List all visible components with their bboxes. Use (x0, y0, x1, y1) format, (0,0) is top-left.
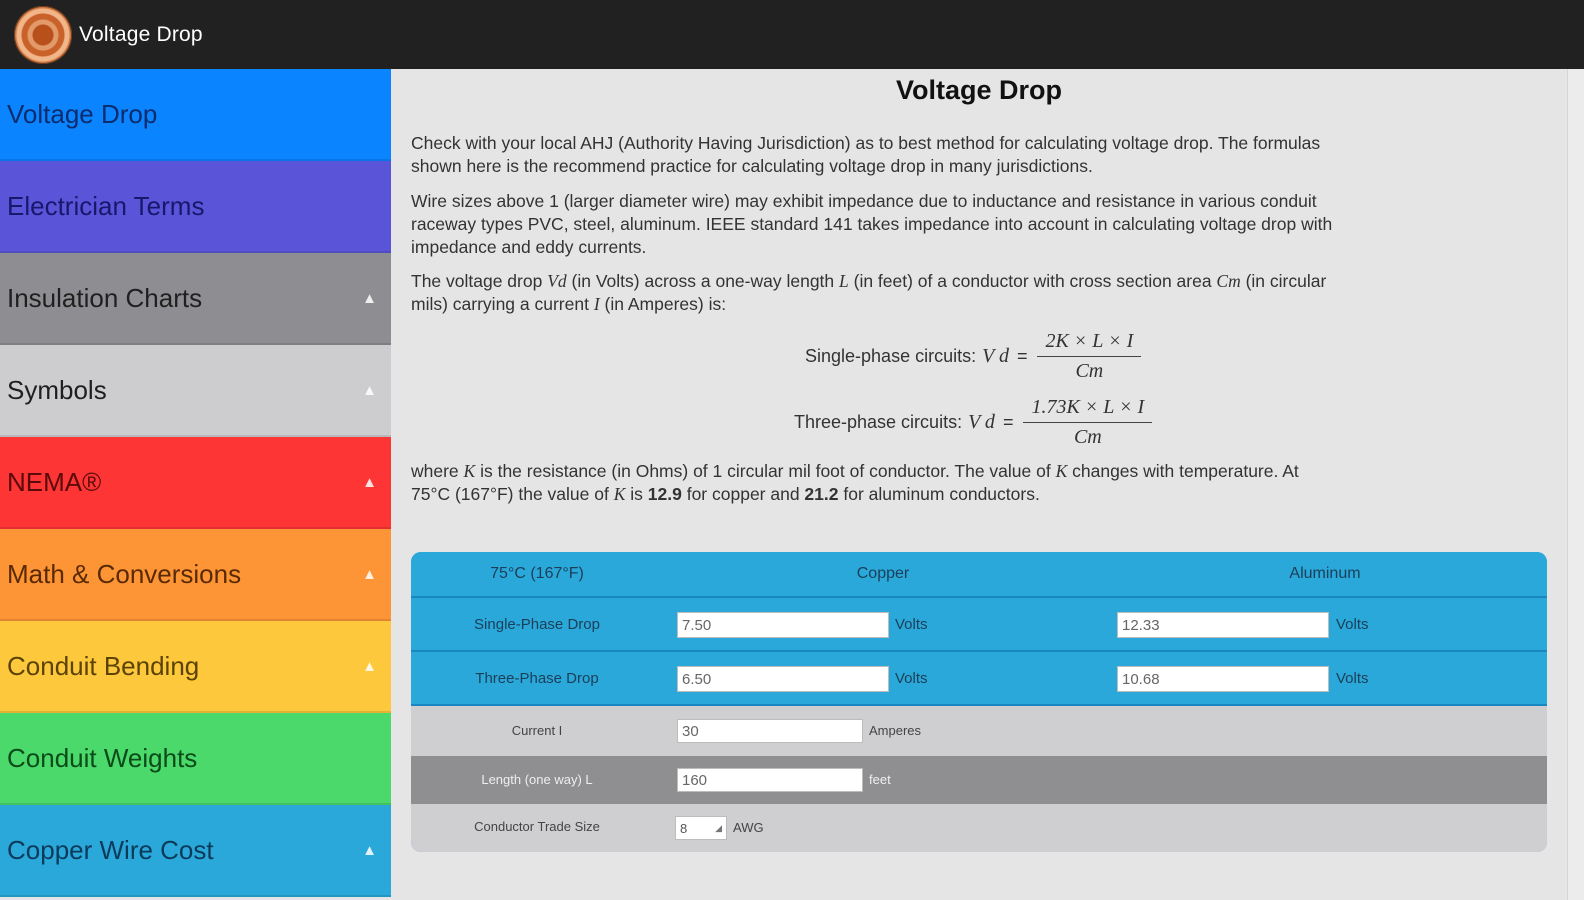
unit-label: feet (869, 772, 891, 787)
formula-numerator: 1.73K × L × I (1023, 396, 1152, 423)
chevron-up-icon[interactable]: ▲ (362, 565, 377, 583)
unit-label: Volts (1336, 616, 1369, 633)
sidebar-item-insulation-charts[interactable] (0, 253, 391, 345)
three-phase-copper-output[interactable]: 6.50 (677, 666, 889, 692)
sidebar-item-voltage-drop[interactable] (0, 69, 391, 161)
sidebar-item-label: Conduit Bending (7, 650, 200, 681)
text-run: (in circular mils) carrying a current (411, 271, 1327, 314)
sidebar-item-nema[interactable] (0, 437, 391, 529)
sidebar-item-label: Symbols (7, 374, 107, 405)
sidebar-item-label: Conduit Weights (7, 742, 198, 773)
formula-fraction (1037, 330, 1141, 383)
app-logo-icon[interactable] (14, 6, 72, 64)
sidebar-item-conduit-weights[interactable] (0, 713, 391, 805)
var-l: L (839, 271, 849, 291)
header-aluminum: Aluminum (1289, 565, 1361, 582)
sidebar-item-label: Voltage Drop (7, 98, 158, 129)
single-phase-copper-output[interactable]: 7.50 (677, 612, 889, 638)
three-phase-label: Three-Phase Drop (475, 670, 599, 687)
formula-equals: = (1016, 346, 1028, 366)
sidebar-item-label: Copper Wire Cost (7, 834, 214, 865)
current-row (411, 706, 1547, 756)
definition-paragraph (411, 270, 1341, 316)
unit-label: Volts (895, 670, 928, 687)
sidebar-item-copper-wire-cost[interactable] (0, 805, 391, 897)
formula-equals: = (1002, 412, 1014, 432)
text-run: is the resistance (in Ohms) of 1 circular mil foot of conductor. The value of (475, 461, 1056, 481)
conductor-row (411, 804, 1547, 852)
single-phase-aluminum-output[interactable]: 12.33 (1117, 612, 1329, 638)
app-bar (0, 0, 1584, 69)
copper-k-value: 12.9 (647, 484, 682, 504)
var-vd: Vd (547, 271, 567, 291)
single-phase-row (411, 598, 1547, 652)
single-phase-label: Single-Phase Drop (474, 616, 600, 633)
text-run: for copper and (681, 484, 805, 504)
sidebar-item-symbols[interactable] (0, 345, 391, 437)
calc-header-row (411, 552, 1547, 598)
sidebar (0, 69, 391, 900)
length-row (411, 756, 1547, 804)
sidebar-item-label: Insulation Charts (7, 282, 203, 313)
intro-paragraph: Check with your local AHJ (Authority Having Jurisdiction) as to best method for calculating voltage drop. The formulas shown here is the recommend practice for calculating voltage drop in many jurisdictions. (411, 133, 1321, 176)
conductor-label: Conductor Trade Size (474, 819, 600, 834)
three-phase-aluminum-output[interactable]: 10.68 (1117, 666, 1329, 692)
scrollbar-track[interactable] (1567, 69, 1584, 900)
var-k: K (463, 461, 476, 481)
text-run: changes with temperature. At 75°C (167°F) the value of (411, 461, 1299, 504)
conductor-size-select[interactable] (675, 816, 727, 840)
var-cm: Cm (1216, 271, 1241, 291)
var-k: K (613, 484, 626, 504)
app-title: Voltage Drop (79, 22, 203, 46)
conductor-size-value: 8 (680, 820, 688, 836)
text-run: for aluminum conductors. (838, 484, 1040, 504)
text-run: The voltage drop (411, 271, 548, 291)
header-copper: Copper (856, 565, 910, 582)
formula-label: Three-phase circuits: (794, 412, 963, 432)
formula-denominator: Cm (1073, 426, 1102, 448)
text-run: (in feet) of a conductor with cross section area (848, 271, 1217, 291)
var-k: K (1055, 461, 1068, 481)
chevron-up-icon[interactable]: ▲ (362, 289, 377, 307)
page-title: Voltage Drop (895, 75, 1062, 105)
dropdown-arrow-icon: ◢ (715, 822, 722, 833)
header-temperature: 75°C (167°F) (490, 565, 584, 582)
sidebar-item-label: NEMA® (7, 466, 102, 497)
chevron-up-icon[interactable]: ▲ (362, 473, 377, 491)
unit-label: Amperes (869, 723, 922, 738)
length-input[interactable]: 160 (677, 768, 863, 792)
formula-label: Single-phase circuits: (805, 346, 977, 366)
formula-three-phase (794, 396, 1152, 449)
formula-denominator: Cm (1075, 360, 1104, 382)
var-i: I (593, 294, 600, 314)
chevron-up-icon[interactable]: ▲ (362, 841, 377, 859)
aluminum-k-value: 21.2 (804, 484, 839, 504)
sidebar-item-label: Math & Conversions (7, 558, 242, 589)
formula-numerator: 2K × L × I (1037, 330, 1141, 357)
unit-label: Volts (1336, 670, 1369, 687)
current-label: Current I (511, 723, 563, 738)
length-label: Length (one way) L (481, 772, 593, 787)
text-run: (in Volts) across a one-way length (566, 271, 840, 291)
formula-single-phase (805, 330, 1141, 383)
chevron-up-icon[interactable]: ▲ (362, 381, 377, 399)
formula-vd: V d (968, 411, 995, 433)
three-phase-row (411, 652, 1547, 706)
impedance-paragraph: Wire sizes above 1 (larger diameter wire) may exhibit impedance due to inductance and resistance in various conduit raceway types PVC, steel, aluminum. IEEE standard 141 takes impedance into account in calculating voltage drop with impedance and eddy currents. (411, 191, 1333, 257)
chevron-up-icon[interactable]: ▲ (362, 657, 377, 675)
formula-vd: V d (982, 345, 1009, 367)
sidebar-item-electrician-terms[interactable] (0, 161, 391, 253)
content-panel (391, 69, 1567, 900)
formula-fraction (1023, 396, 1152, 449)
sidebar-item-math-conversions[interactable] (0, 529, 391, 621)
unit-label: AWG (733, 820, 764, 835)
sidebar-item-label: Electrician Terms (7, 190, 205, 221)
voltage-drop-calculator (411, 552, 1547, 852)
resistance-paragraph (411, 460, 1341, 506)
text-run: (in Amperes) is: (599, 294, 727, 314)
text-run: is (625, 484, 648, 504)
text-run: where (411, 461, 464, 481)
unit-label: Volts (895, 616, 928, 633)
current-input[interactable]: 30 (677, 719, 863, 743)
sidebar-item-conduit-bending[interactable] (0, 621, 391, 713)
